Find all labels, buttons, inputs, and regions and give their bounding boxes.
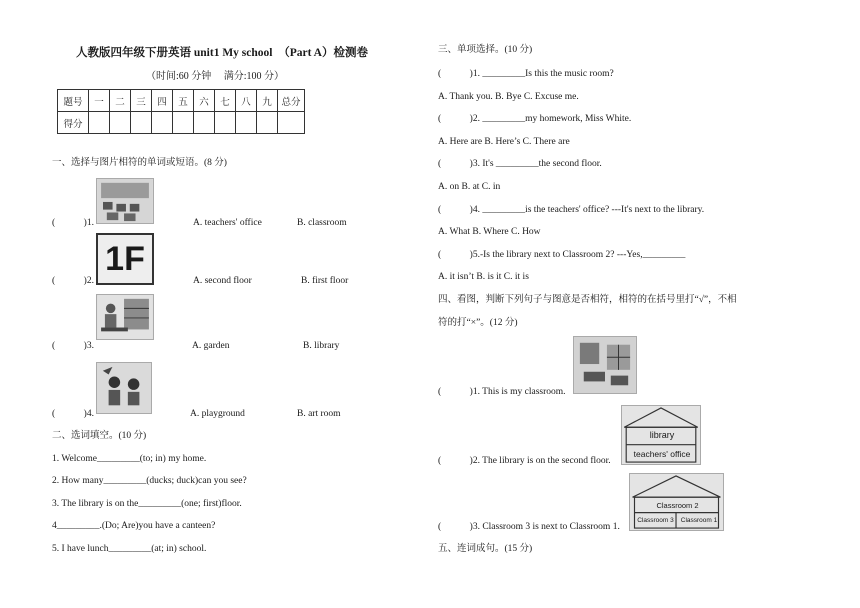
- section2-item: 4_________.(Do; Are)you have a canteen?: [52, 521, 216, 531]
- classroom-2-label: Classroom 2: [656, 501, 699, 510]
- section1-item-number: ( )3.: [52, 341, 94, 351]
- section2-item: 5. I have lunch_________(at; in) school.: [52, 544, 207, 554]
- section1-option-b: B. library: [303, 341, 340, 351]
- section3-question: ( )4. _________is the teachers' office? ---It's next to the library.: [438, 205, 705, 215]
- section1-option-a: A. garden: [192, 341, 230, 351]
- page-subtitle: （时间:60 分钟 满分:100 分）: [146, 71, 285, 82]
- section4-item: ( )2. The library is on the second floor.: [438, 456, 611, 466]
- section3-options: A. on B. at C. in: [438, 182, 501, 192]
- section3-options: A. What B. Where C. How: [438, 227, 541, 237]
- section4-item: ( )1. This is my classroom.: [438, 387, 566, 397]
- section1-option-b: B. first floor: [301, 276, 349, 286]
- section1-option-b: B. classroom: [297, 218, 347, 228]
- score-table-row: [58, 90, 305, 112]
- first-floor-picture: [96, 233, 154, 285]
- score-header-cell: 总分: [278, 90, 305, 112]
- classrooms-building-picture: [629, 473, 724, 531]
- section3-question: ( )5.-Is the library next to Classroom 2? ---Yes,_________: [438, 250, 686, 260]
- section1-option-a: A. playground: [190, 409, 245, 419]
- section2-heading: 二、选词填空。(10 分): [52, 431, 147, 441]
- section1-item-number: ( )1.: [52, 218, 94, 228]
- section5-heading: 五、连词成句。(15 分): [438, 544, 533, 554]
- score-cell: [131, 112, 152, 134]
- score-cell: [89, 112, 110, 134]
- score-cell: [152, 112, 173, 134]
- teachers-office-label: teachers' office: [633, 449, 691, 459]
- section3-question: ( )2. _________my homework, Miss White.: [438, 114, 632, 124]
- score-cell: [194, 112, 215, 134]
- section4-heading-cont: 符的打“×”。(12 分): [438, 318, 518, 328]
- section3-heading: 三、单项选择。(10 分): [438, 45, 533, 55]
- art-room-picture: [96, 362, 152, 414]
- page-title: 人教版四年级下册英语 unit1 My school （Part A）检测卷: [76, 47, 368, 59]
- score-cell: [278, 112, 305, 134]
- classroom-3-label: Classroom 3: [637, 517, 674, 524]
- section3-question: ( )3. It's _________the second floor.: [438, 159, 602, 169]
- section1-option-a: A. second floor: [193, 276, 252, 286]
- section2-item: 1. Welcome_________(to; in) my home.: [52, 454, 207, 464]
- score-header-cell: 五: [173, 90, 194, 112]
- classroom-picture: [573, 336, 637, 394]
- score-header-cell: 三: [131, 90, 152, 112]
- section3-options: A. it isn’t B. is it C. it is: [438, 272, 529, 282]
- section1-heading: 一、选择与图片相符的单词或短语。(8 分): [52, 158, 227, 168]
- section1-option-a: A. teachers' office: [193, 218, 262, 228]
- score-header-cell: 四: [152, 90, 173, 112]
- score-label-cell: 得分: [58, 112, 89, 134]
- library-floor-picture: [621, 405, 701, 465]
- score-cell: [257, 112, 278, 134]
- classroom-picture: [96, 178, 154, 224]
- section4-heading: 四、看图，判断下列句子与图意是否相符，相符的在括号里打“√”，不相: [438, 295, 737, 305]
- score-header-cell: 九: [257, 90, 278, 112]
- section1-item-number: ( )4.: [52, 409, 94, 419]
- score-table: [57, 89, 305, 134]
- first-floor-label: 1F: [105, 240, 145, 278]
- classroom-1-label: Classroom 1: [680, 517, 718, 524]
- score-cell: [236, 112, 257, 134]
- score-cell: [110, 112, 131, 134]
- score-header-cell: 二: [110, 90, 131, 112]
- section1-item-number: ( )2.: [52, 276, 94, 286]
- section2-item: 2. How many_________(ducks; duck)can you see?: [52, 476, 247, 486]
- section3-options: A. Here are B. Here’s C. There are: [438, 137, 570, 147]
- library-label: library: [649, 430, 675, 440]
- section3-question: ( )1. _________Is this the music room?: [438, 69, 614, 79]
- library-picture: [96, 294, 154, 340]
- section1-option-b: B. art room: [297, 409, 341, 419]
- score-cell: [215, 112, 236, 134]
- score-header-cell: 八: [236, 90, 257, 112]
- score-table-row: [58, 112, 305, 134]
- section2-item: 3. The library is on the_________(one; first)floor.: [52, 499, 242, 509]
- score-header-cell: 六: [194, 90, 215, 112]
- section4-item: ( )3. Classroom 3 is next to Classroom 1.: [438, 522, 620, 532]
- section3-options: A. Thank you. B. Bye C. Excuse me.: [438, 92, 579, 102]
- score-cell: [173, 112, 194, 134]
- score-header-cell: 一: [89, 90, 110, 112]
- score-header-cell: 题号: [58, 90, 89, 112]
- score-header-cell: 七: [215, 90, 236, 112]
